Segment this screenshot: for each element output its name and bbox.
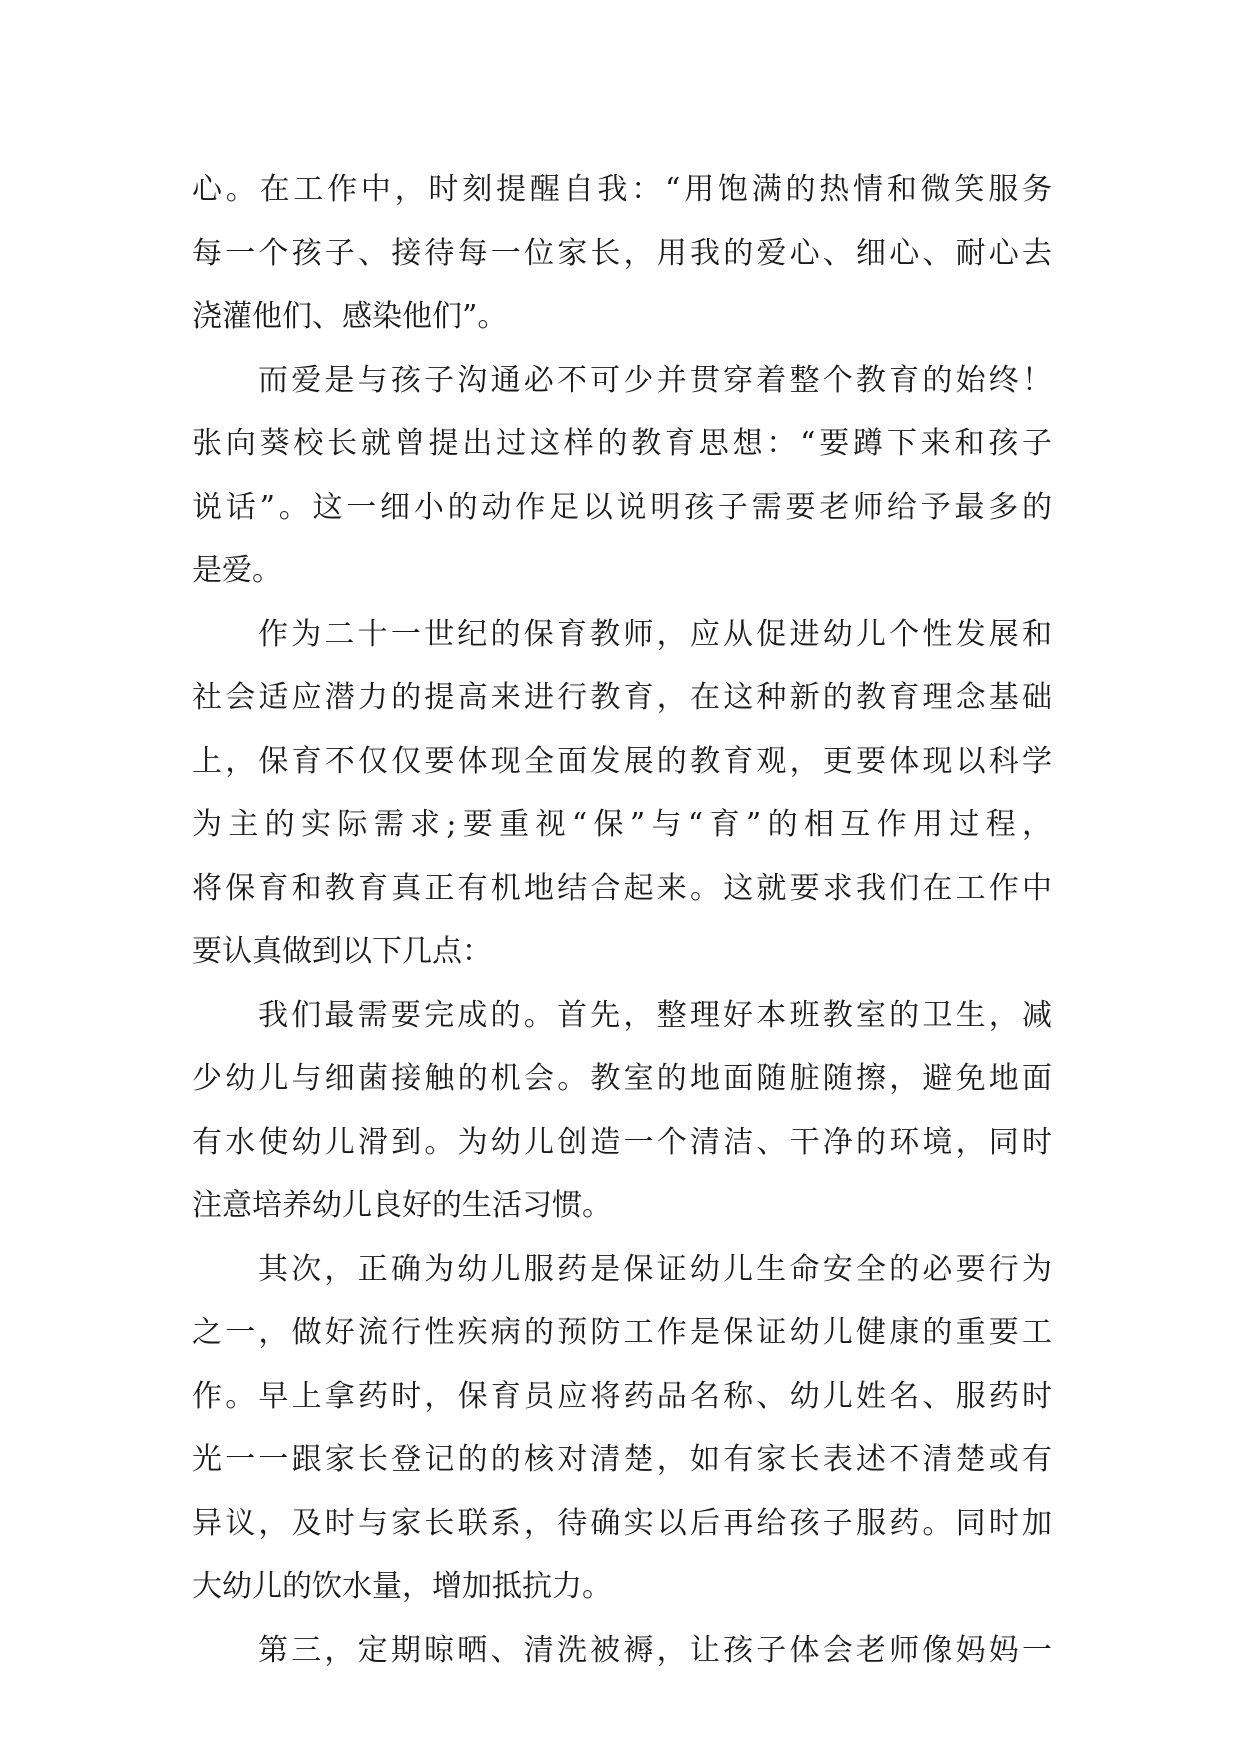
text-line: 每一个孩子、接待每一位家长，用我的爱心、细心、耐心去: [192, 235, 1052, 271]
text-line: 大幼儿的饮水量，增加抵抗力。: [192, 1569, 612, 1604]
text-line: 而爱是与孩子沟通必不可少并贯穿着整个教育的始终！: [258, 362, 1052, 398]
paragraph: [192, 603, 1052, 984]
paragraph: [192, 349, 1052, 603]
text-line: 第三，定期晾晒、清洗被褥，让孩子体会老师像妈妈一: [258, 1632, 1052, 1668]
text-line: 之一，做好流行性疾病的预防工作是保证幼儿健康的重要工: [192, 1315, 1052, 1350]
paragraph: [192, 1238, 1052, 1619]
text-line: 上，保育不仅仅要体现全面发展的教育观，更要体现以科学: [192, 743, 1052, 779]
text-line: 心。在工作中，时刻提醒自我：“用饱满的热情和微笑服务: [192, 172, 1052, 207]
document-body: [192, 158, 1052, 1682]
text-line: 张向葵校长就曾提出过这样的教育思想：“要蹲下来和孩子: [192, 426, 1052, 461]
text-line: 有水使幼儿滑到。为幼儿创造一个清洁、干净的环境，同时: [192, 1124, 1052, 1160]
text-line: 为主的实际需求;要重视“保”与“育”的相互作用过程，: [192, 807, 1052, 842]
text-line: 作。早上拿药时，保育员应将药品名称、幼儿姓名、服药时: [192, 1378, 1052, 1414]
text-line: 注意培养幼儿良好的生活习惯。: [192, 1188, 612, 1223]
paragraph: [192, 158, 1052, 349]
text-line: 异议，及时与家长联系，待确实以后再给孩子服药。同时加: [192, 1505, 1052, 1541]
text-line: 少幼儿与细菌接触的机会。教室的地面随脏随擦，避免地面: [192, 1061, 1052, 1096]
text-line: 光一一跟家长登记的的核对清楚，如有家长表述不清楚或有: [192, 1442, 1052, 1477]
text-line: 是爱。: [192, 553, 282, 588]
text-line: 说话”。这一细小的动作足以说明孩子需要老师给予最多的: [192, 489, 1052, 525]
text-line: 将保育和教育真正有机地结合起来。这就要求我们在工作中: [192, 870, 1052, 906]
text-line: 其次，正确为幼儿服药是保证幼儿生命安全的必要行为: [258, 1251, 1052, 1287]
paragraph: [192, 984, 1052, 1238]
text-line: 作为二十一世纪的保育教师，应从促进幼儿个性发展和: [258, 616, 1052, 652]
text-line: 我们最需要完成的。首先，整理好本班教室的卫生，减: [258, 997, 1052, 1033]
text-line: 浇灌他们、感染他们”。: [192, 299, 508, 334]
paragraph: [192, 1619, 1052, 1683]
text-line: 要认真做到以下几点：: [192, 934, 492, 969]
text-line: 社会适应潜力的提高来进行教育，在这种新的教育理念基础: [192, 680, 1052, 715]
